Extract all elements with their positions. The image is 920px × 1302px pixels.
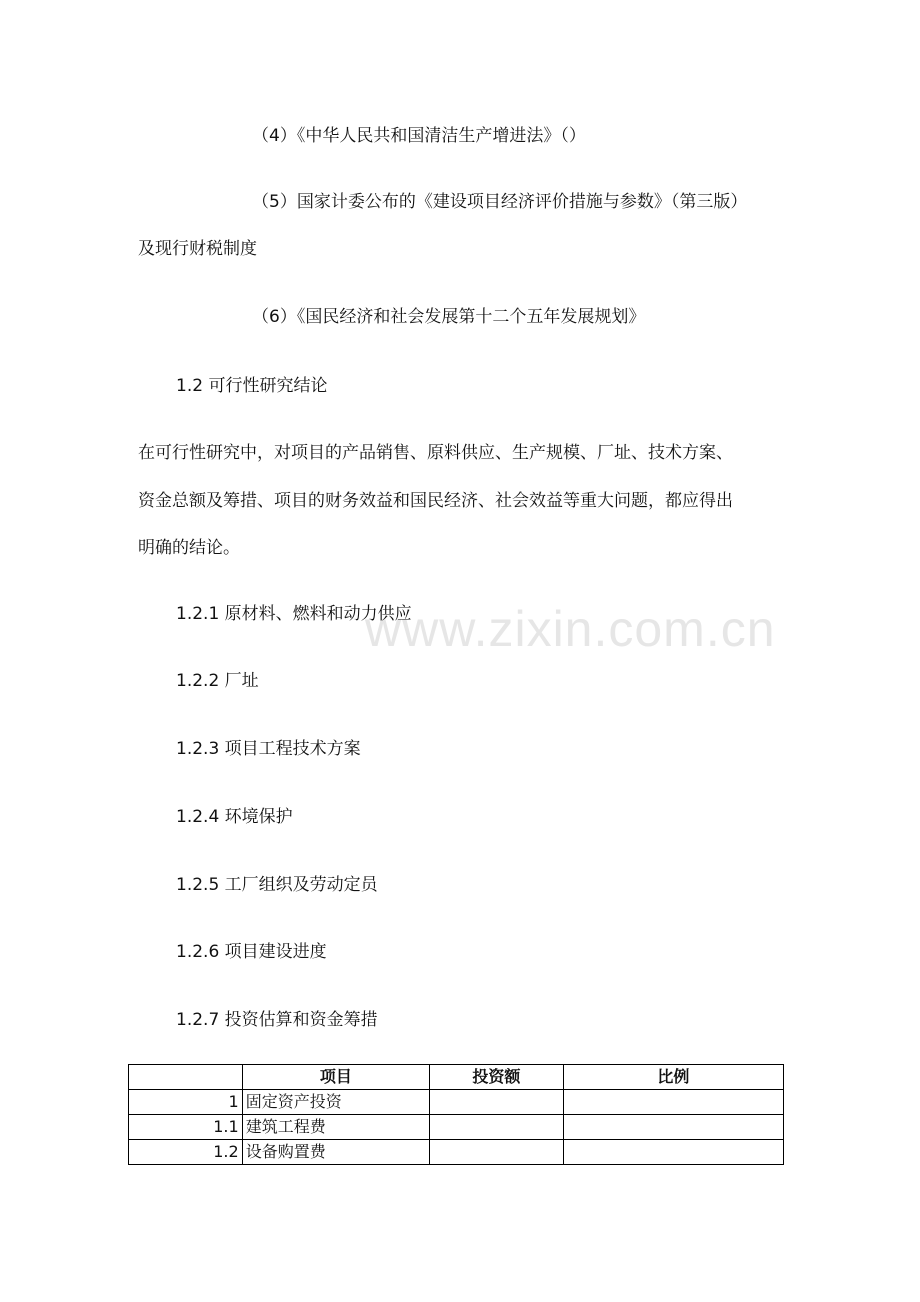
paragraph-line-1: 在可行性研究中，对项目的产品销售、原料供应、生产规模、厂址、技术方案、 [138,443,733,463]
subsection-title: 原材料、燃料和动力供应 [224,604,412,624]
table-row [129,1090,784,1115]
row-amount [430,1115,564,1140]
subsection-title: 项目建设进度 [224,942,327,962]
subsection-heading [176,602,412,626]
subsection-heading [176,805,293,829]
section-number: 1.2 [176,376,204,396]
paragraph-line-2: 资金总额及筹措、项目的财务效益和国民经济、社会效益等重大问题，都应得出 [138,491,733,511]
investment-table [128,1064,784,1165]
section-title: 可行性研究结论 [208,376,328,396]
table-header-row [129,1065,784,1090]
row-amount [430,1140,564,1165]
subsection-number: 1.2.5 [176,875,220,895]
row-ratio [563,1090,783,1115]
table-row [129,1140,784,1165]
row-item: 设备购置费 [242,1140,429,1165]
row-item: 固定资产投资 [242,1090,429,1115]
subsection-heading [176,873,378,897]
subsection-number: 1.2.3 [176,739,220,759]
subsection-number: 1.2.2 [176,671,220,691]
reference-6: （6）《国民经济和社会发展第十二个五年发展规划》 [252,307,646,327]
subsection-heading [176,1008,378,1032]
section-heading-1-2 [176,374,327,398]
subsection-number: 1.2.1 [176,604,220,624]
header-ratio: 比例 [563,1065,783,1090]
subsection-title: 投资估算和资金筹措 [224,1010,378,1030]
subsection-title: 厂址 [224,671,259,691]
subsection-title: 环境保护 [224,807,293,827]
row-ratio [563,1140,783,1165]
row-number: 1 [129,1090,243,1115]
subsection-heading [176,737,361,761]
subsection-number: 1.2.7 [176,1010,220,1030]
reference-5: （5）国家计委公布的《建设项目经济评价措施与参数》（第三版） [252,192,748,212]
subsection-heading [176,669,259,693]
row-number: 1.1 [129,1115,243,1140]
subsection-number: 1.2.4 [176,807,220,827]
row-ratio [563,1115,783,1140]
header-item: 项目 [242,1065,429,1090]
subsection-heading [176,940,327,964]
reference-4: （4）《中华人民共和国清洁生产增进法》（） [252,126,586,146]
subsection-title: 工厂组织及劳动定员 [224,875,378,895]
table-row [129,1115,784,1140]
paragraph-line-3: 明确的结论。 [138,538,240,558]
row-amount [430,1090,564,1115]
subsection-number: 1.2.6 [176,942,220,962]
header-number [129,1065,243,1090]
row-item: 建筑工程费 [242,1115,429,1140]
header-amount: 投资额 [430,1065,564,1090]
subsection-title: 项目工程技术方案 [224,739,361,759]
row-number: 1.2 [129,1140,243,1165]
watermark: www.zixin.com.cn [365,601,776,657]
reference-5-continuation: 及现行财税制度 [138,239,257,259]
